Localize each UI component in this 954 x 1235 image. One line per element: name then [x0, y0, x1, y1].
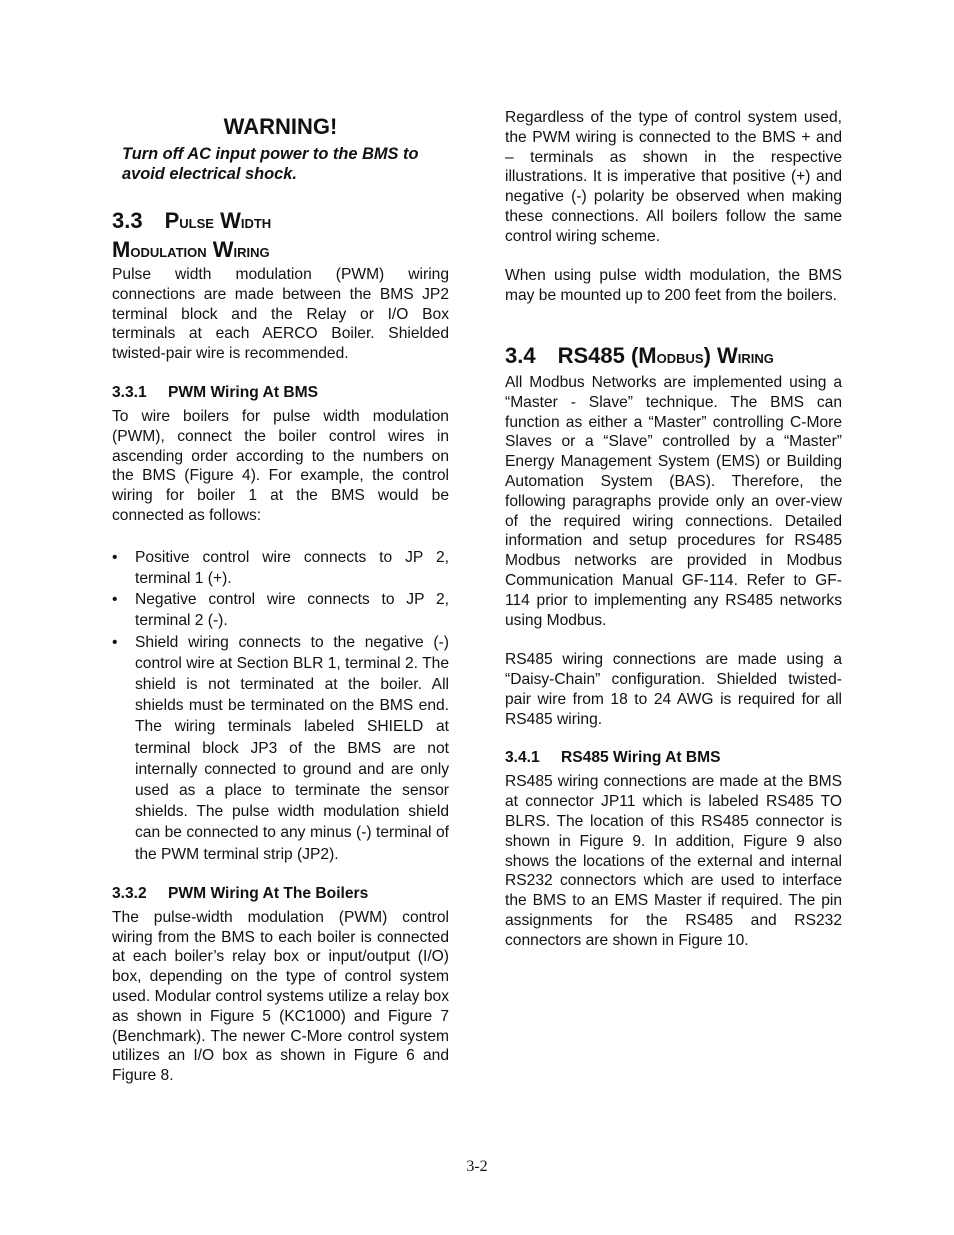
section-3-4-heading: 3.4 RS485 (Modbus) Wiring	[505, 342, 774, 368]
bullet-icon: •	[112, 633, 118, 651]
section-3-3-1-paragraph: To wire boilers for pulse width modulation (PWM), connect the boiler control wires in ascending order according to the numbers on the BMS (Figure 4). For example, the control wiring for boiler 1 at the BMS would be connected as follows:	[112, 407, 449, 524]
list-item: • Positive control wire connects to JP 2, terminal 1 (+).	[112, 548, 449, 587]
page-number: 3-2	[466, 1158, 488, 1175]
pwm-mounting-paragraph: When using pulse width modulation, the BMS may be mounted up to 200 feet from the boilers.	[505, 267, 842, 305]
warning-title: WARNING!	[223, 114, 338, 139]
section-3-3-1-heading: 3.3.1 PWM Wiring At BMS	[112, 383, 318, 401]
section-3-3-paragraph: Pulse width modulation (PWM) wiring connections are made between the BMS JP2 terminal block and the Relay or I/O Box terminals at each AERCO Boiler. Shielded twisted-pair wire is recommended.	[112, 266, 449, 363]
list-item: • Negative control wire connects to JP 2, terminal 2 (-).	[112, 591, 449, 630]
bullet-icon: •	[112, 591, 118, 609]
section-3-3-2-heading: 3.3.2 PWM Wiring At The Boilers	[112, 884, 369, 902]
section-3-3-heading: 3.3 Pulse Width Modulation Wiring	[112, 208, 272, 262]
section-3-4-paragraph-2: RS485 wiring connections are made using a “Daisy-Chain” configuration. Shielded twisted-pair wire from 18 to 24 AWG is required for all RS485 wiring.	[505, 651, 842, 728]
list-item: • Shield wiring connects to the negative (-) control wire at Section BLR 1, terminal 2. The shield is not terminated at the boiler. All shields must be terminated on the BMS end. The wiring terminals labeled SHIELD at terminal block JP3 of the BMS are not internally connected to ground and are only used as a place to terminate the sensor shields. The pulse width modulation shield can be connected to any minus (-) terminal of the PWM terminal strip (JP2).	[112, 633, 449, 863]
warning-text: Turn off AC input power to the BMS to avoid electrical shock.	[122, 145, 419, 183]
left-column	[112, 108, 449, 1086]
bullet-list	[112, 547, 449, 865]
section-3-4-paragraph-1: All Modbus Networks are implemented using a “Master - Slave” technique. The BMS can function as either a “Master” controlling C-More Slaves or a “Slave” controlled by a “Master” Energy Management System (EMS) or Building Automation System (BAS). Therefore, the following paragraphs provide only an over-view of the required wiring connections. Detailed information and setup procedures for RS485 Modbus networks are provided in Modbus Communication Manual GF-114. Refer to GF-114 prior to implementing any RS485 networks using Modbus.	[505, 373, 842, 629]
section-3-3-2-paragraph: The pulse-width modulation (PWM) control wiring from the BMS to each boiler is connected at each boiler’s relay box or input/output (I/O) box, depending on the type of control system used. Modular control systems utilize a relay box as shown in Figure 5 (KC1000) and Figure 7 (Benchmark). The newer C-More control system utilizes an I/O box as shown in Figure 6 and Figure 8.	[112, 908, 449, 1085]
pwm-regardless-paragraph: Regardless of the type of control system used, the PWM wiring is connected to the BMS + and – terminals as shown in the respective illustrations. It is imperative that positive (+) and negative (-) polarity be observed when making these connections. All boilers follow the same control wiring scheme.	[505, 109, 842, 245]
section-3-4-1-paragraph: RS485 wiring connections are made at the BMS at connector JP11 which is labeled RS485 TO BLRS. The location of this RS485 connector is shown in Figure 9. In addition, Figure 9 also shows the locations of the external and internal RS232 connectors which are used to interface the BMS to an EMS Master if required. The pin assignments for the RS485 and RS232 connectors are shown in Figure 10.	[505, 773, 842, 949]
section-3-4-1-heading: 3.4.1 RS485 Wiring At BMS	[505, 749, 721, 767]
right-column	[505, 108, 842, 950]
bullet-icon: •	[112, 548, 118, 566]
